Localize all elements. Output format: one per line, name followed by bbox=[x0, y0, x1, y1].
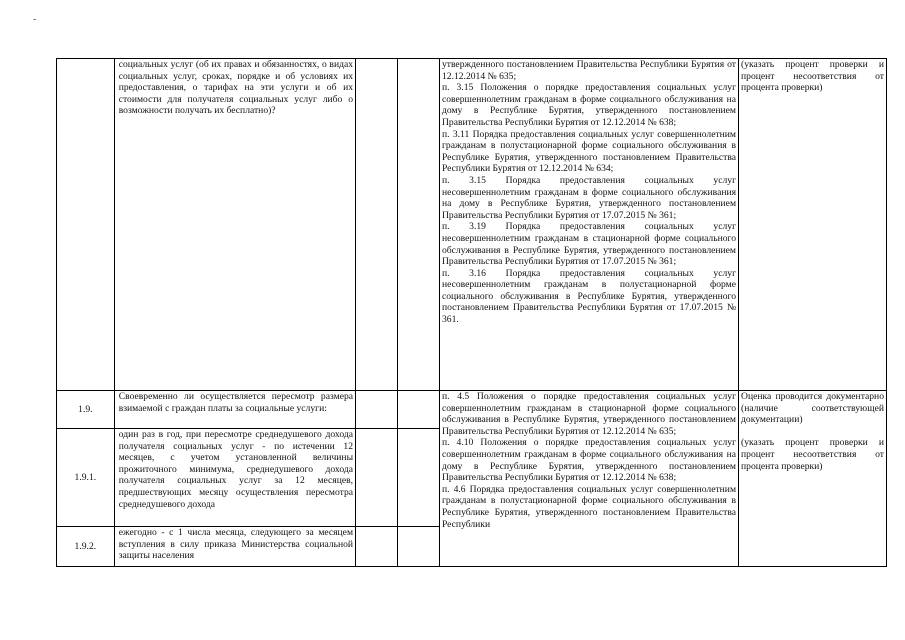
legal-basis-cell bbox=[439, 391, 738, 567]
question-cell: ежегодно - с 1 числа месяца, следующего за месяцем вступления в силу приказа Министерства социальной защиты населения bbox=[114, 527, 355, 567]
answer-no-cell bbox=[398, 59, 440, 391]
row-number: 1.9.1. bbox=[57, 429, 115, 527]
legal-basis-cell bbox=[439, 59, 738, 391]
question-cell: Своевременно ли осуществляется пересмотр размера взимаемой с граждан платы за социальные услуги: bbox=[114, 391, 355, 429]
legal-basis-item: п. 4.5 Положения о порядке предоставления социальных услуг совершеннолетним гражданам в стационарной форме социального обслуживания в Республике Бурятия, утвержденного постановлением Правительства Республики Бурятия от 12.12.2014 № 635; bbox=[441, 391, 737, 437]
legal-basis-item: п. 4.10 Положения о порядке предоставления социальных услуг совершеннолетним гражданам в форме социального обслуживания на дому в Республике Бурятия, утвержденного постановлением Правительства Республики Бурятия от 12.12.2014 № 638; bbox=[441, 437, 737, 484]
row-number bbox=[57, 59, 115, 391]
row-number: 1.9.2. bbox=[57, 527, 115, 567]
checklist-table bbox=[56, 58, 887, 567]
answer-yes-cell bbox=[356, 59, 398, 391]
answer-yes-cell bbox=[356, 429, 398, 527]
answer-yes-cell bbox=[356, 527, 398, 567]
table-row bbox=[57, 391, 887, 429]
legal-basis-item: п. 3.15 Порядка предоставления социальных услуг несовершеннолетним гражданам в форме социального обслуживания на дому в Республике Бурятия, утвержденного постановлением Правительства Республики Бурятия от 17.07.2015 № 361; bbox=[441, 174, 737, 221]
note-cell bbox=[739, 391, 887, 567]
answer-yes-cell bbox=[356, 391, 398, 429]
legal-basis-item: п. 3.15 Положения о порядке предоставления социальных услуг совершеннолетним гражданам в форме социального обслуживания на дому в Республике Бурятия, утвержденного постановлением Правительства Республики Бурятия от 12.12.2014 № 638; bbox=[441, 82, 737, 128]
note-assessment: Оценка проводится документарно (наличие соответствующей документации) bbox=[741, 391, 884, 426]
legal-basis-item: п. 4.6 Порядка предоставления социальных услуг совершеннолетним гражданам в полустационарной форме социального обслуживания в Республике Бурятия, утвержденного постановлением Правительства Республики bbox=[441, 483, 737, 530]
question-cell: один раз в год, при пересмотре среднедушевого дохода получателя социальных услуг - по истечении 12 месяцев, с учетом установленной величины прожиточного минимума, среднедушевого дохода получателя социальных услуг за 12 месяцев, предшествующих месяцу осуществления пересмотра среднедушевого дохода bbox=[114, 429, 355, 527]
answer-no-cell bbox=[398, 527, 440, 567]
legal-basis-item: п. 3.11 Порядка предоставления социальных услуг совершеннолетним гражданам в полустационарной форме социального обслуживания в Республике Бурятия, утвержденного постановлением Правительства Республики Бурятия от 12.12.2014 № 634; bbox=[441, 128, 737, 175]
note-cell: (указать процент проверки и процент несоответствия от процента проверки) bbox=[739, 59, 887, 391]
row-number: 1.9. bbox=[57, 391, 115, 429]
legal-basis-item: п. 3.19 Порядка предоставления социальных услуг несовершеннолетним гражданам в стационарной форме социального обслуживания в Республике Бурятия, утвержденного постановлением Правительства Республики Бурятия от 17.07.2015 № 361; bbox=[441, 221, 737, 268]
question-cell: социальных услуг (об их правах и обязанностях, о видах социальных услуг, сроках, порядке и об условиях их предоставления, о тарифах на эти услуги и об их стоимости для получателя социальных услуг либо о возможности получать их бесплатно)? bbox=[114, 59, 355, 391]
answer-no-cell bbox=[398, 429, 440, 527]
note-percent: (указать процент проверки и процент несоответствия от процента проверки) bbox=[741, 437, 884, 472]
legal-basis-item: утвержденного постановлением Правительства Республики Бурятия от 12.12.2014 № 635; bbox=[441, 59, 737, 82]
table-row bbox=[57, 59, 887, 391]
page-mark: - bbox=[33, 14, 37, 25]
legal-basis-item: п. 3.16 Порядка предоставления социальных услуг несовершеннолетним гражданам в полустационарной форме социального обслуживания в Республике Бурятия, утвержденного постановлением Правительства Республики Бурятия от 17.07.2015 № 361. bbox=[441, 267, 737, 326]
answer-no-cell bbox=[398, 391, 440, 429]
